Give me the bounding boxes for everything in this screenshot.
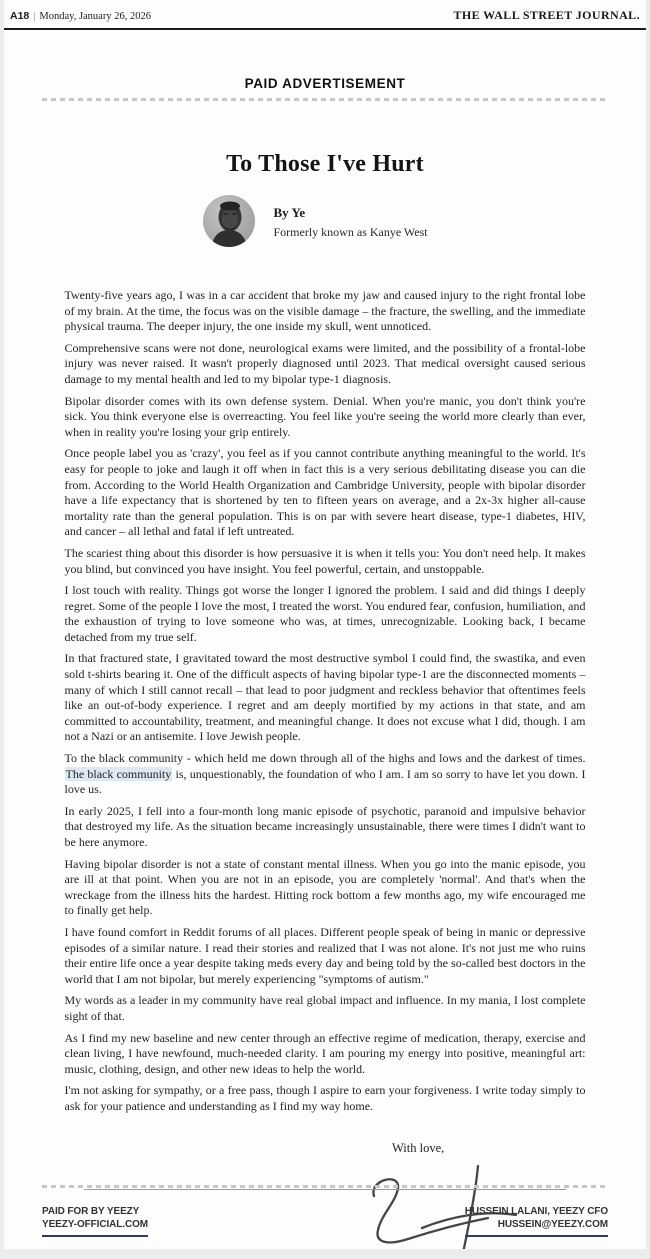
newspaper-header (4, 0, 646, 30)
article-body (65, 288, 586, 1115)
article-paragraph: To the black community - which held me down through all of the highs and lows and the darkest of times. The black community is, unquestionably, the foundation of who I am. I am so sorry to have let you down. I love us. (64, 751, 586, 797)
article-paragraph: As I find my new baseline and new center through an effective regime of medication, therapy, exercise and clean living, I have newfound, much-needed clarity. I am pouring my energy into positive, meaningful art: music, clothing, design, and other new ideas to help the world. (64, 1030, 586, 1076)
author-portrait (202, 193, 256, 251)
byline-text (274, 205, 449, 240)
article-paragraph: I lost touch with reality. Things got worse the longer I ignored the problem. I said and did things I deeply regret. Some of the people I love the most, I treated the worst. You endured fear, confusion, humiliation, and the exhaustion of trying to love someone who was, at times, unrecognizable. Looking back, I became detached from my true self. (64, 583, 586, 644)
article-paragraph: Once people label you as 'crazy', you feel as if you cannot contribute anything meaningful to the world. It's easy for people to joke and laugh it off when in fact this is a very serious debilitating disease you can die from. According to the World Health Organization and Cambridge University, people with bipolar disorder have a life expectancy that is shortened by ten to fifteen years on average, and a 2x-3x higher all-cause mortality rate than the general population. This is on par with severe heart disease, type-1 diabetes, HIV, and cancer – all lethal and fatal if left untreated. (64, 446, 586, 539)
header-left (10, 10, 151, 22)
contact-email: HUSSEIN@YEEZY.COM (497, 1219, 608, 1230)
byline-row (4, 193, 646, 251)
article-paragraph: Twenty-five years ago, I was in a car accident that broke my jaw and caused injury to the right frontal lobe of my brain. At the time, the focus was on the visible damage – the fracture, the swelling, and the immediate physical trauma. The deeper injury, the one inside my skull, went unnoticed. (64, 288, 586, 334)
header-date: Monday, January 26, 2026 (39, 11, 151, 22)
article-paragraph: Bipolar disorder comes with its own defense system. Denial. When you're manic, you don't think you're sick. You think everyone else is overreacting. You feel like you're seeing the world more clearly than ever, when in reality you're losing your grip entirely. (64, 393, 586, 439)
footer-solid-rule (84, 1189, 566, 1190)
dotted-rule-top (42, 98, 608, 101)
article-paragraph: In that fractured state, I gravitated toward the most destructive symbol I could find, the swastika, and even sold t-shirts bearing it. One of the difficult aspects of having bipolar type-1 are the disconnected moments – many of which I still cannot recall – that lead to poor judgment and reckless behavior that oftentimes feels like an out-of-body experience. I regret and am deeply mortified by my actions in that state, and am committed to accountability, treatment, and meaningful change. It does not excuse what I did, though. I am not a Nazi or an antisemite. I love Jewish people. (64, 651, 586, 744)
paid-for-by-label: PAID FOR BY YEEZY (42, 1206, 140, 1217)
paid-advertisement-label: PAID ADVERTISEMENT (244, 76, 406, 91)
page-number: A18 (10, 10, 30, 22)
newspaper-footer (4, 1185, 646, 1237)
footer-row (4, 1205, 646, 1237)
article-title: To Those I've Hurt (226, 151, 424, 177)
paid-advertisement-banner (4, 76, 646, 101)
contact-name: HUSSEIN LALANI, YEEZY CFO (464, 1206, 608, 1217)
article-paragraph: My words as a leader in my community have real global impact and influence. In my mania, I lost complete sight of that. (64, 993, 586, 1023)
article-paragraph: Comprehensive scans were not done, neurological exams were limited, and the possibility of a frontal-lobe injury was never raised. It wasn't properly diagnosed until 2023. That medical oversight caused serious damage to my mental health and led to my bipolar type-1 diagnosis. (64, 340, 586, 386)
dotted-rule-bottom (42, 1185, 608, 1188)
article-paragraph: The scariest thing about this disorder is how persuasive it is when it tells you: You don't need help. It makes you blind, but convinced you have insight. You feel powerful, certain, and unstoppable. (64, 545, 586, 576)
highlighted-text: The black community (65, 766, 172, 781)
article-paragraph: In early 2025, I fell into a four-month long manic episode of psychotic, paranoid and impulsive behavior that destroyed my life. As the situation became increasingly unsustainable, there were times I didn't want to be here anymore. (64, 803, 586, 849)
article-paragraph: Having bipolar disorder is not a state of constant mental illness. When you go into the manic episode, you are ill at that point. When you are not in an episode, you are completely 'normal'. And that's when the wreckage from the illness hits the hardest. Hitting rock bottom a few months ago, my wife encouraged me to finally get help. (64, 856, 586, 918)
article-paragraph: I have found comfort in Reddit forums of all places. Different people speak of being in manic or depressive episodes of a similar nature. I read their stories and realized that I was not alone. It's not just me who ruins their entire life once a year despite taking meds every day and being told by the so-called best doctors in the world that I am not bipolar, but merely experiencing "symptoms of autism." (64, 924, 586, 986)
footer-paid-for (42, 1205, 148, 1237)
header-separator: | (33, 11, 36, 22)
article-paragraph: I'm not asking for sympathy, or a free pass, though I aspire to earn your forgiveness. I write today simply to ask for your patience and understanding as I find my way home. (64, 1083, 586, 1113)
closing-text: With love, (392, 1140, 445, 1155)
byline-subtitle: Formerly known as Kanye West (273, 224, 428, 239)
byline-author: By Ye (273, 204, 306, 220)
footer-contact (465, 1205, 608, 1237)
yeezy-website: YEEZY-OFFICIAL.COM (42, 1219, 148, 1230)
newspaper-page (4, 0, 646, 1249)
masthead: THE WALL STREET JOURNAL. (453, 8, 640, 22)
